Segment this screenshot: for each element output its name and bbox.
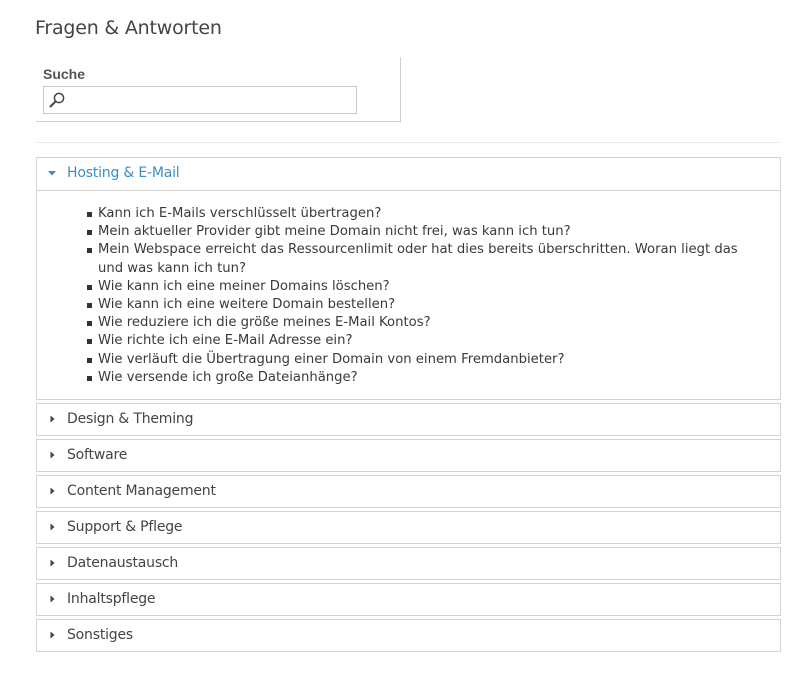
caret-right-icon <box>48 559 56 567</box>
caret-right-icon <box>48 415 56 423</box>
accordion-title: Sonstiges <box>67 627 133 644</box>
search-panel <box>36 57 401 122</box>
faq-question-text[interactable]: Wie reduziere ich die größe meines E-Mail Kontos? <box>98 315 431 331</box>
search-label: Suche <box>43 66 86 82</box>
faq-accordion <box>36 157 781 655</box>
faq-question[interactable] <box>87 314 760 332</box>
divider <box>36 142 781 143</box>
accordion-item-design-theming <box>36 403 781 436</box>
search-box[interactable] <box>43 86 357 114</box>
accordion-title: Design & Theming <box>67 411 194 428</box>
faq-question-text[interactable]: Wie kann ich eine weitere Domain bestellen? <box>98 297 396 313</box>
faq-question[interactable] <box>87 369 760 387</box>
faq-question[interactable] <box>87 241 760 277</box>
faq-question[interactable] <box>87 351 760 369</box>
faq-question[interactable] <box>87 205 760 223</box>
accordion-item-hosting-email <box>36 157 781 400</box>
faq-question[interactable] <box>87 332 760 350</box>
bullet-icon <box>87 285 92 290</box>
bullet-icon <box>87 358 92 363</box>
faq-question-text[interactable]: Wie versende ich große Dateianhänge? <box>98 369 358 385</box>
bullet-icon <box>87 212 92 217</box>
bullet-icon <box>87 376 92 381</box>
faq-list <box>87 205 760 387</box>
accordion-title: Hosting & E-Mail <box>67 165 180 181</box>
faq-question-text[interactable]: Kann ich E-Mails verschlüsselt übertragen? <box>98 206 382 221</box>
accordion-header-datenaustausch[interactable] <box>37 548 780 579</box>
page-title: Fragen & Antworten <box>35 17 222 39</box>
bullet-icon <box>87 321 92 326</box>
accordion-title: Datenaustausch <box>67 555 179 572</box>
faq-question-text[interactable]: Wie verläuft die Übertragung einer Domain von einem Fremdanbieter? <box>98 351 565 367</box>
faq-question-text[interactable]: Wie kann ich eine meiner Domains löschen? <box>98 278 390 294</box>
accordion-title: Support & Pflege <box>67 519 183 536</box>
accordion-item-content-management <box>36 475 781 508</box>
accordion-header-content-management[interactable] <box>37 476 780 507</box>
caret-right-icon <box>48 523 56 531</box>
search-input[interactable] <box>70 89 352 111</box>
faq-question[interactable] <box>87 296 760 314</box>
caret-right-icon <box>48 451 56 459</box>
bullet-icon <box>87 339 92 344</box>
accordion-header-support-pflege[interactable] <box>37 512 780 543</box>
caret-right-icon <box>48 595 56 603</box>
accordion-item-inhaltspflege <box>36 583 781 616</box>
faq-question-text[interactable]: Mein aktueller Provider gibt meine Domain nicht frei, was kann ich tun? <box>98 224 571 240</box>
accordion-body-hosting-email <box>37 191 780 399</box>
accordion-header-inhaltspflege[interactable] <box>37 584 780 615</box>
bullet-icon <box>87 248 92 253</box>
accordion-item-datenaustausch <box>36 547 781 580</box>
faq-question-text[interactable]: Wie richte ich eine E-Mail Adresse ein? <box>98 333 353 349</box>
bullet-icon <box>87 303 92 308</box>
accordion-header-software[interactable] <box>37 440 780 471</box>
accordion-title: Inhaltspflege <box>67 591 156 608</box>
accordion-item-sonstiges <box>36 619 781 652</box>
accordion-header-sonstiges[interactable] <box>37 620 780 651</box>
search-icon <box>48 91 66 109</box>
accordion-header-hosting-email[interactable] <box>37 158 780 191</box>
accordion-header-design-theming[interactable] <box>37 404 780 435</box>
bullet-icon <box>87 230 92 235</box>
caret-right-icon <box>48 631 56 639</box>
faq-question-text[interactable]: Mein Webspace erreicht das Ressourcenlimit oder hat dies bereits überschritten. Woran liegt das und was kann ich tun? <box>98 242 738 276</box>
caret-right-icon <box>48 487 56 495</box>
faq-question[interactable] <box>87 278 760 296</box>
accordion-item-software <box>36 439 781 472</box>
faq-question[interactable] <box>87 223 760 241</box>
accordion-item-support-pflege <box>36 511 781 544</box>
accordion-title: Content Management <box>67 483 216 500</box>
accordion-title: Software <box>67 447 128 464</box>
caret-down-icon <box>48 169 56 177</box>
